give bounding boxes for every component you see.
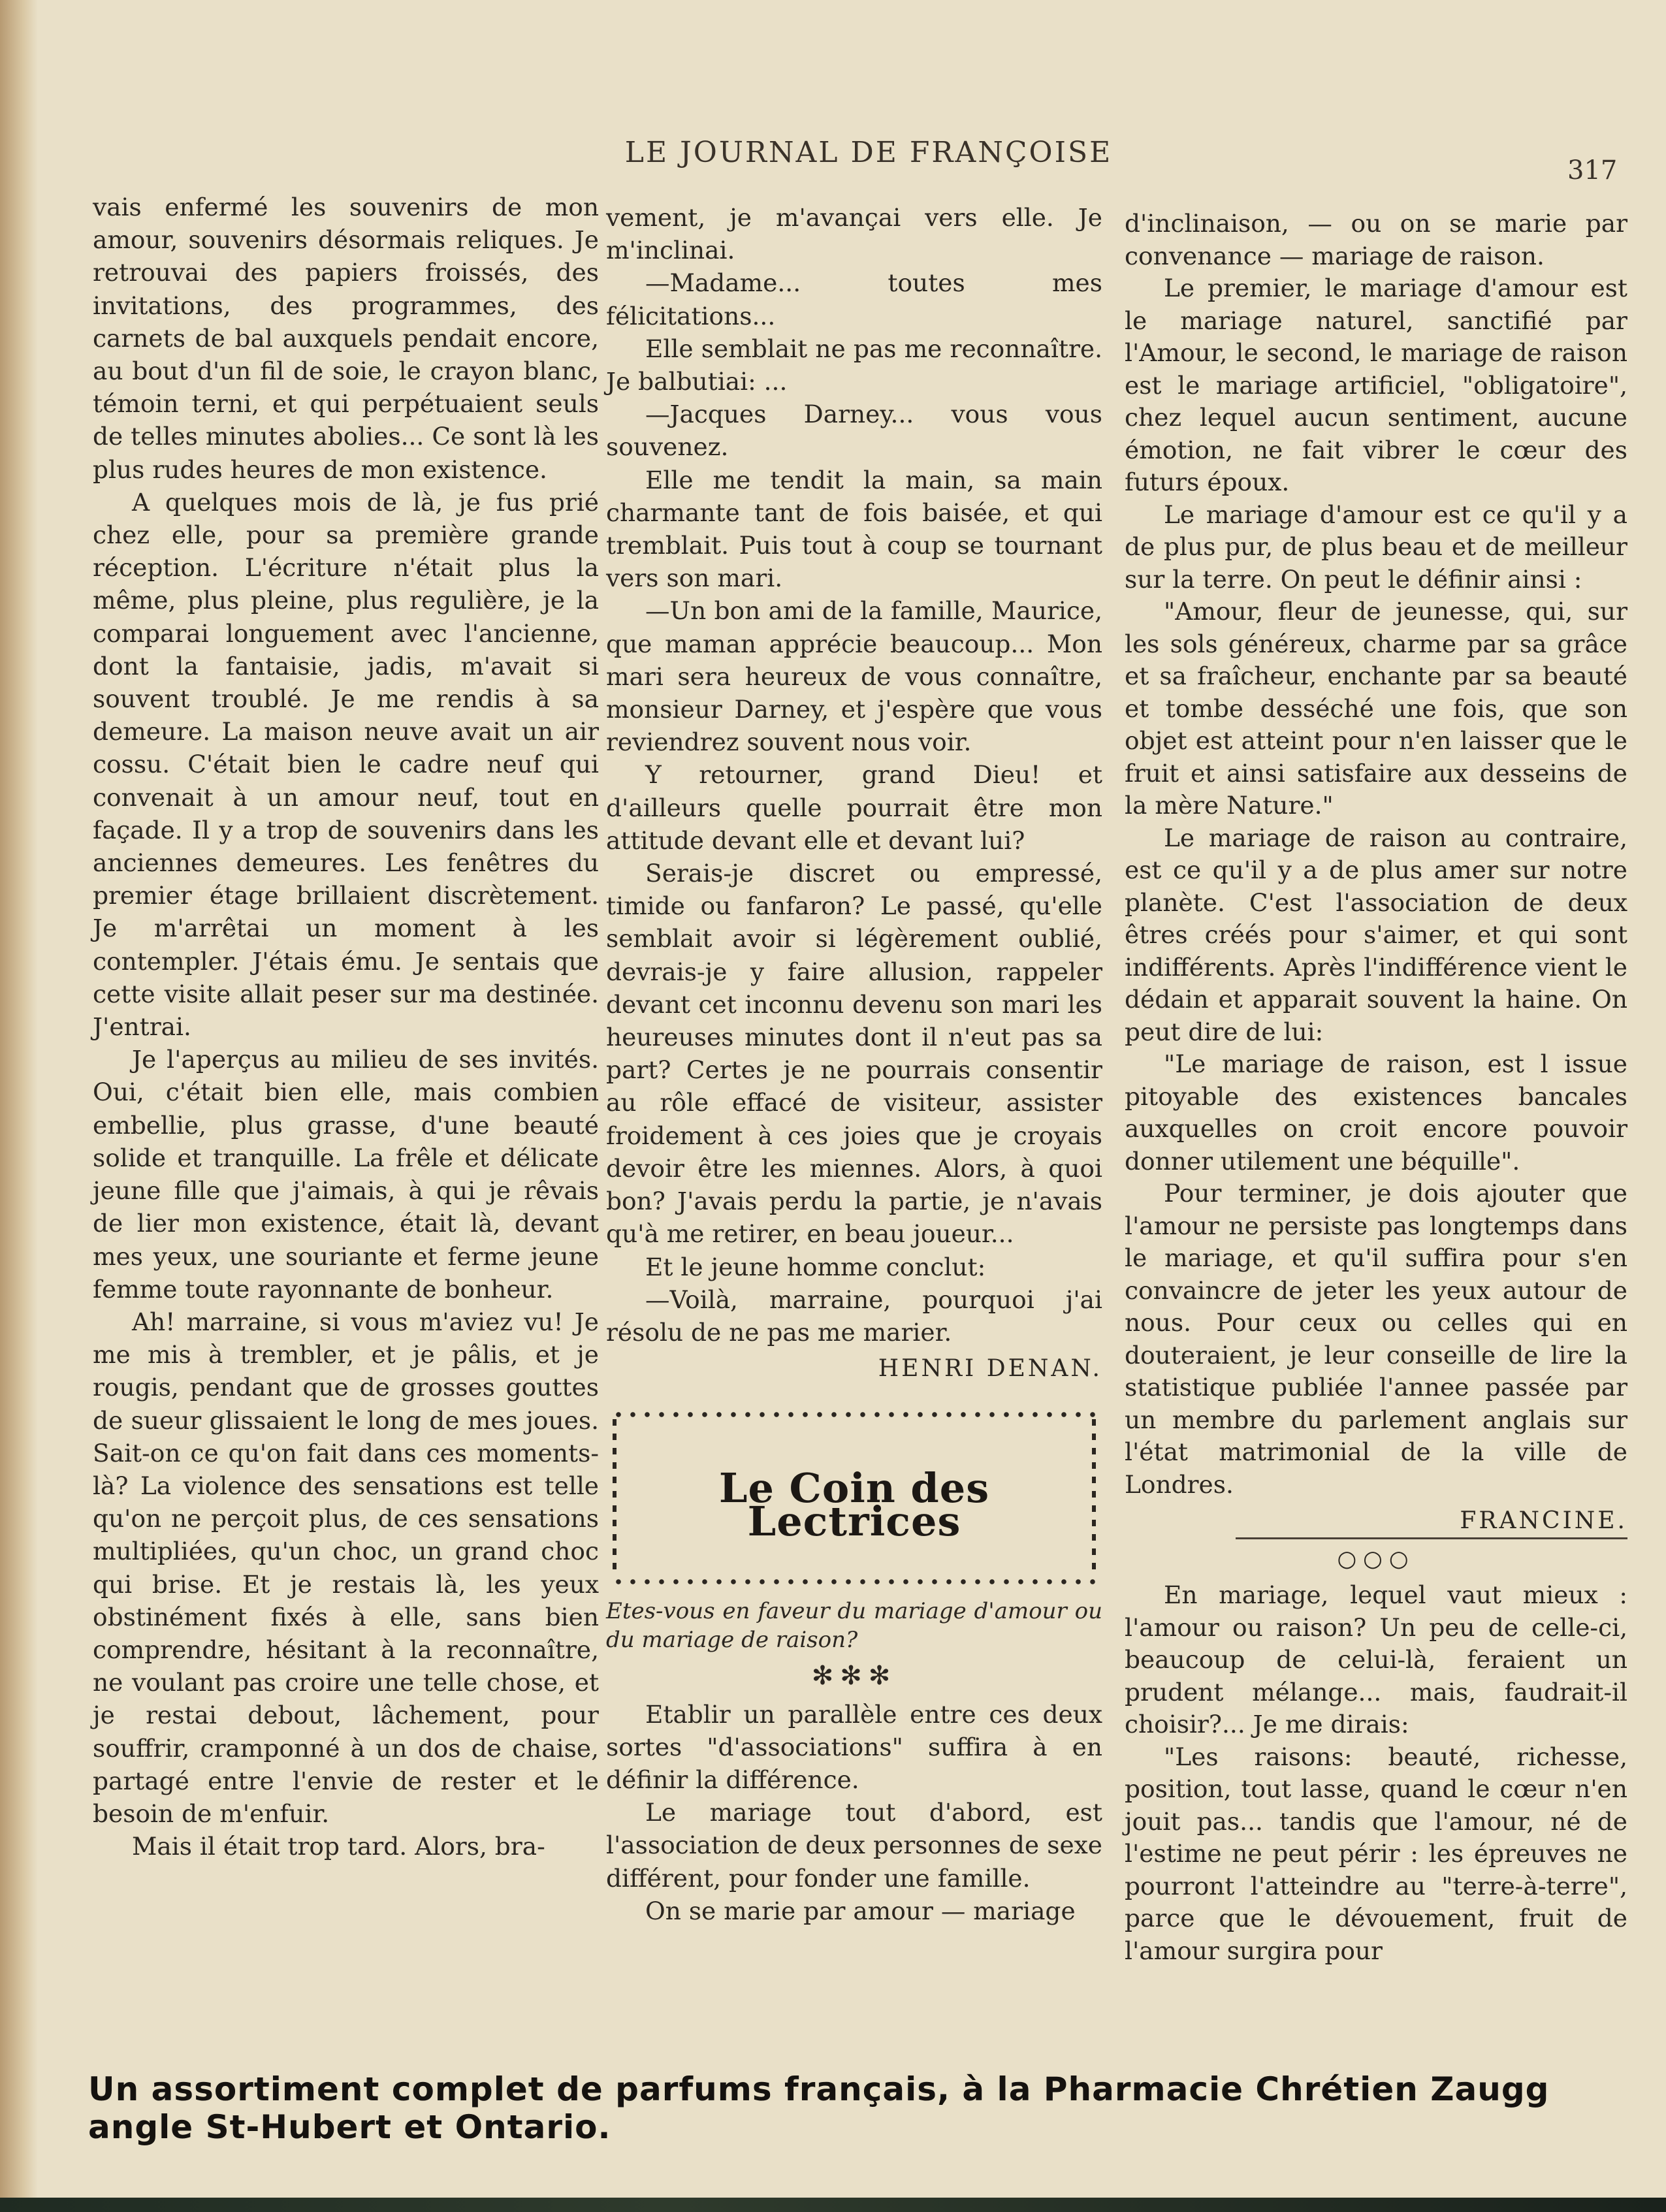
paragraph: vement, je m'avançai vers elle. Je m'inclinai. bbox=[606, 203, 1102, 265]
paragraph: —Madame... toutes mes félicitations... bbox=[606, 268, 1102, 330]
divider bbox=[1236, 1537, 1627, 1539]
author-signature: HENRI DENAN. bbox=[878, 1355, 1102, 1383]
paragraph: Ah! marraine, si vous m'aviez vu! Je me mis à trembler, et je pâlis, et je rougis, pendant que de grosses gouttes de sueur glissaient le long de mes joues. Sait-on ce qu'on fait dans ces moments-là? La violence des sensations est telle qu'on ne perçoit plus, de ces sensations multipliées, qu'un choc, un grand choc qui brise. Et je restais là, les yeux obstinément fixés à elle, sans bien comprendre, hésitant à la reconnaître, ne voulant pas croire une telle chose, et je restai debout, lâchement, pour souffrir, cramponné à un dos de chaise, partagé entre l'envie de rester et le besoin de m'enfuir. bbox=[93, 1307, 599, 1828]
paragraph: Etablir un parallèle entre ces deux sortes "d'associations" suffira à en définir la différence. bbox=[606, 1699, 1102, 1794]
question-heading: Etes-vous en faveur du mariage d'amour ou du mariage de raison? bbox=[606, 1598, 1102, 1654]
column-2 bbox=[606, 201, 1102, 1927]
paragraph: "Les raisons: beauté, richesse, position, tout lasse, quand le cœur n'en jouit pas... tandis que l'amour, né de l'estime ne peut périr : les épreuves ne pourront l'atteindre au "terre-à-terre", parce que le dévouement, fruit de l'amour surgira pour bbox=[1125, 1742, 1627, 1965]
quote: "Le mariage de raison, est l issue pitoyable des existences bancales auxquelles on croit encore pouvoir donner utilement une béquille". bbox=[1125, 1050, 1627, 1176]
paragraph: Je l'aperçus au milieu de ses invités. Oui, c'était bien elle, mais combien embellie, plus grasse, d'une beauté solide et tranquille. La frêle et délicate jeune fille que j'aimais, à qui je rêvais de lier mon existence, était là, devant mes yeux, une souriante et ferme jeune femme toute rayonnante de bonheur. bbox=[93, 1045, 599, 1304]
paragraph: A quelques mois de là, je fus prié chez elle, pour sa première grande réception. L'écriture n'était plus la même, plus pleine, plus regulière, je la comparai longuement avec l'ancienne, dont la fantaisie, jadis, m'avait si souvent troublé. Je me rendis à sa demeure. La maison neuve avait un air cossu. C'était bien le cadre neuf qui convenait à un amour neuf, tout en façade. Il y a trop de souvenirs dans les anciennes demeures. Les fenêtres du premier étage brillaient discrètement. Je m'arrêtai un moment à les contempler. J'étais ému. Je sentais que cette visite allait peser sur ma destinée. J'entrai. bbox=[93, 487, 599, 1042]
asterism-icon: ✻✻✻ bbox=[811, 1661, 897, 1691]
paragraph: Et le jeune homme conclut: bbox=[645, 1252, 986, 1281]
section-header-box bbox=[611, 1410, 1097, 1586]
ornament-icon: ○○○ bbox=[1337, 1545, 1415, 1572]
paragraph: Y retourner, grand Dieu! et d'ailleurs quelle pourrait être mon attitude devant elle et devant lui? bbox=[606, 760, 1102, 855]
paragraph: Pour terminer, je dois ajouter que l'amour ne persiste pas longtemps dans le mariage, et qu'il suffira pour s'en convaincre de jeter les yeux autour de nous. Pour ceux ou celles qui en douteraient, je leur conseille de lire la statistique publiée l'annee passée par un membre du parlement anglais sur l'état matrimonial de la ville de Londres. bbox=[1125, 1179, 1627, 1499]
paragraph: —Voilà, marraine, pourquoi j'ai résolu de ne pas me marier. bbox=[606, 1285, 1102, 1347]
journal-title: LE JOURNAL DE FRANÇOISE bbox=[624, 136, 1113, 169]
paragraph: Serais-je discret ou empressé, timide ou fanfaron? Le passé, qu'elle semblait avoir si légèrement oublié, devrais-je y faire allusion, rappeler devant cet inconnu devenu son mari les heureuses minutes dont il n'eut pas sa part? Certes je ne pourrais consentir au rôle effacé de visiteur, assister froidement à ces joies que je croyais devoir être les miennes. Alors, à quoi bon? J'avais perdu la partie, je n'avais qu'à me retirer, en beau joueur... bbox=[606, 859, 1102, 1249]
paragraph: —Jacques Darney... vous vous souvenez. bbox=[606, 400, 1102, 462]
paragraph: d'inclinaison, — ou on se marie par convenance — mariage de raison. bbox=[1125, 209, 1627, 270]
paragraph: Le mariage d'amour est ce qu'il y a de plus pur, de plus beau et de meilleur sur la terre. On peut le définir ainsi : bbox=[1125, 500, 1627, 594]
paragraph: vais enfermé les souvenirs de mon amour, souvenirs désormais reliques. Je retrouvai des papiers froissés, des invitations, des programmes, des carnets de bal auxquels pendait encore, au bout d'un fil de soie, le crayon blanc, témoin terni, et qui perpétuaient seuls de telles minutes abolies... Ce sont là les plus rudes heures de mon existence. bbox=[93, 193, 599, 484]
column-3 bbox=[1125, 208, 1627, 1967]
paragraph: On se marie par amour — mariage bbox=[645, 1896, 1076, 1925]
paragraph: Mais il était trop tard. Alors, bra- bbox=[132, 1832, 545, 1861]
ornament-border bbox=[611, 1410, 1097, 1419]
page-bottom-edge bbox=[0, 2198, 1666, 2212]
paragraph: Le premier, le mariage d'amour est le mariage naturel, sanctifié par l'Amour, le second, le mariage de raison est le mariage artificiel, "obligatoire", chez lequel aucun sentiment, aucune émotion, ne fait vibrer le cœur des futurs époux. bbox=[1125, 274, 1627, 496]
paragraph: Le mariage de raison au contraire, est ce qu'il y a de plus amer sur notre planète. C'est l'association de deux êtres créés pour s'aimer, et qui sont indifférents. Après l'indifférence vient le dédain et apparait souvent la haine. On peut dire de lui: bbox=[1125, 823, 1627, 1046]
page-number: 317 bbox=[1567, 155, 1618, 185]
advertisement-footer: Un assortiment complet de parfums français, à la Pharmacie Chrétien Zaugg angle St-Hubert et Ontario. bbox=[88, 2070, 1550, 2146]
paragraph: —Un bon ami de la famille, Maurice, que maman apprécie beaucoup... Mon mari sera heureux de vous connaître, monsieur Darney, et j'espère que vous reviendrez souvent nous voir. bbox=[606, 596, 1102, 757]
author-signature: FRANCINE. bbox=[1460, 1507, 1627, 1534]
ornament-border bbox=[611, 1577, 1097, 1586]
paragraph: Elle semblait ne pas me reconnaître. Je balbutiai: ... bbox=[606, 334, 1102, 396]
paragraph: En mariage, lequel vaut mieux : l'amour ou raison? Un peu de celle-ci, beaucoup de celui-là, feraient un prudent mélange... mais, faudrait-il choisir?... Je me dirais: bbox=[1125, 1580, 1627, 1739]
quote: "Amour, fleur de jeunesse, qui, sur les sols généreux, charme par sa grâce et sa fraîcheur, enchante par sa beauté et tombe desséché une fois, que son objet est atteint pour n'en laisser que le fruit et ainsi satisfaire aux desseins de la mère Nature." bbox=[1125, 597, 1627, 820]
page-spine-shadow bbox=[0, 0, 38, 2212]
paragraph: Le mariage tout d'abord, est l'association de deux personnes de sexe différent, pour fonder une famille. bbox=[606, 1798, 1102, 1893]
column-1 bbox=[93, 191, 599, 1863]
section-title: Le Coin des Lectrices bbox=[718, 1464, 990, 1545]
paragraph: Elle me tendit la main, sa main charmante tant de fois baisée, et qui tremblait. Puis tout à coup se tournant vers son mari. bbox=[606, 465, 1102, 593]
